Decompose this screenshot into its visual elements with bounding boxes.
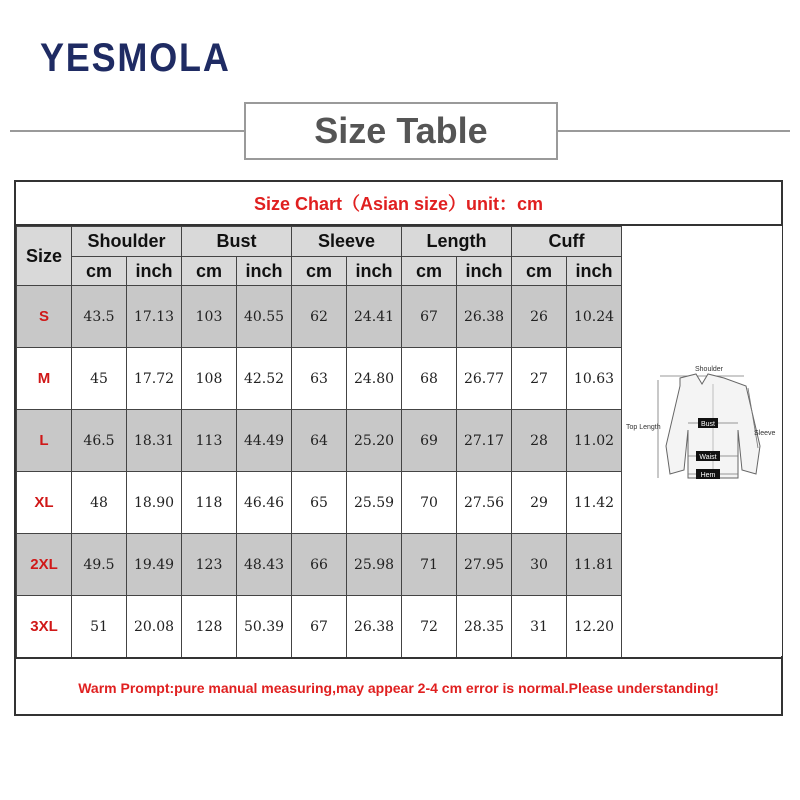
table-row bbox=[17, 410, 622, 472]
table-cell: 64 bbox=[292, 410, 347, 472]
table-cell: 28 bbox=[512, 410, 567, 472]
table-cell: 24.41 bbox=[347, 286, 402, 348]
size-label: 3XL bbox=[17, 596, 72, 658]
page-title: Size Table bbox=[244, 102, 558, 160]
unit-header: inch bbox=[237, 257, 292, 286]
unit-header: cm bbox=[292, 257, 347, 286]
unit-header: cm bbox=[182, 257, 237, 286]
table-cell: 12.20 bbox=[567, 596, 622, 658]
table-cell: 29 bbox=[512, 472, 567, 534]
table-cell: 19.49 bbox=[127, 534, 182, 596]
size-header: Size bbox=[17, 227, 72, 286]
table-row bbox=[17, 472, 622, 534]
table-cell: 17.72 bbox=[127, 348, 182, 410]
table-row bbox=[17, 534, 622, 596]
shirt-diagram-svg bbox=[622, 226, 782, 656]
brand-logo: YESMOLA bbox=[40, 36, 231, 80]
unit-header: cm bbox=[402, 257, 457, 286]
table-cell: 46.5 bbox=[72, 410, 127, 472]
table-cell: 66 bbox=[292, 534, 347, 596]
table-cell: 24.80 bbox=[347, 348, 402, 410]
table-cell: 11.42 bbox=[567, 472, 622, 534]
table-cell: 18.90 bbox=[127, 472, 182, 534]
table-row bbox=[17, 286, 622, 348]
table-cell: 69 bbox=[402, 410, 457, 472]
table-cell: 68 bbox=[402, 348, 457, 410]
table-cell: 62 bbox=[292, 286, 347, 348]
table-cell: 50.39 bbox=[237, 596, 292, 658]
table-cell: 48.43 bbox=[237, 534, 292, 596]
table-cell: 31 bbox=[512, 596, 567, 658]
top-length-label: Top Length bbox=[626, 424, 661, 431]
table-cell: 70 bbox=[402, 472, 457, 534]
table-cell: 108 bbox=[182, 348, 237, 410]
bust-label: Bust bbox=[700, 421, 716, 428]
table-cell: 113 bbox=[182, 410, 237, 472]
table-cell: 25.98 bbox=[347, 534, 402, 596]
table-cell: 26 bbox=[512, 286, 567, 348]
table-cell: 43.5 bbox=[72, 286, 127, 348]
table-cell: 26.77 bbox=[457, 348, 512, 410]
table-cell: 51 bbox=[72, 596, 127, 658]
sleeve-label: Sleeve bbox=[754, 430, 776, 437]
group-header-cuff: Cuff bbox=[512, 227, 622, 257]
table-cell: 103 bbox=[182, 286, 237, 348]
table-cell: 65 bbox=[292, 472, 347, 534]
table-cell: 10.24 bbox=[567, 286, 622, 348]
table-cell: 128 bbox=[182, 596, 237, 658]
unit-header: cm bbox=[72, 257, 127, 286]
group-header-shoulder: Shoulder bbox=[72, 227, 182, 257]
hem-label: Hem bbox=[700, 472, 716, 479]
table-cell: 26.38 bbox=[457, 286, 512, 348]
table-cell: 10.63 bbox=[567, 348, 622, 410]
table-cell: 27 bbox=[512, 348, 567, 410]
table-cell: 28.35 bbox=[457, 596, 512, 658]
table-cell: 27.56 bbox=[457, 472, 512, 534]
table-cell: 17.13 bbox=[127, 286, 182, 348]
table-cell: 67 bbox=[292, 596, 347, 658]
table-cell: 44.49 bbox=[237, 410, 292, 472]
table-cell: 18.31 bbox=[127, 410, 182, 472]
table-cell: 27.95 bbox=[457, 534, 512, 596]
table-cell: 123 bbox=[182, 534, 237, 596]
table-cell: 67 bbox=[402, 286, 457, 348]
table-row bbox=[17, 348, 622, 410]
table-cell: 40.55 bbox=[237, 286, 292, 348]
table-cell: 25.20 bbox=[347, 410, 402, 472]
size-label: XL bbox=[17, 472, 72, 534]
table-cell: 20.08 bbox=[127, 596, 182, 658]
table-cell: 46.46 bbox=[237, 472, 292, 534]
size-label: M bbox=[17, 348, 72, 410]
group-header-sleeve: Sleeve bbox=[292, 227, 402, 257]
table-cell: 11.81 bbox=[567, 534, 622, 596]
title-rule-right bbox=[556, 130, 790, 132]
title-rule-left bbox=[10, 130, 244, 132]
unit-header: inch bbox=[567, 257, 622, 286]
table-cell: 26.38 bbox=[347, 596, 402, 658]
table-row bbox=[17, 596, 622, 658]
size-label: 2XL bbox=[17, 534, 72, 596]
size-chart-title: Size Chart（Asian size）unit：cm bbox=[16, 182, 781, 226]
unit-header: cm bbox=[512, 257, 567, 286]
table-cell: 25.59 bbox=[347, 472, 402, 534]
unit-header: inch bbox=[457, 257, 512, 286]
size-table bbox=[16, 226, 622, 658]
shoulder-label: Shoulder bbox=[694, 366, 724, 373]
table-cell: 49.5 bbox=[72, 534, 127, 596]
waist-label: Waist bbox=[699, 454, 717, 461]
shirt-measurement-diagram bbox=[621, 226, 782, 656]
table-cell: 45 bbox=[72, 348, 127, 410]
table-cell: 48 bbox=[72, 472, 127, 534]
unit-header: inch bbox=[127, 257, 182, 286]
group-header-length: Length bbox=[402, 227, 512, 257]
table-cell: 118 bbox=[182, 472, 237, 534]
table-cell: 11.02 bbox=[567, 410, 622, 472]
size-label: S bbox=[17, 286, 72, 348]
table-cell: 30 bbox=[512, 534, 567, 596]
table-cell: 27.17 bbox=[457, 410, 512, 472]
warm-prompt-note: Warm Prompt:pure manual measuring,may appear 2-4 cm error is normal.Please understanding! bbox=[16, 657, 781, 716]
table-cell: 42.52 bbox=[237, 348, 292, 410]
size-label: L bbox=[17, 410, 72, 472]
table-cell: 63 bbox=[292, 348, 347, 410]
group-header-bust: Bust bbox=[182, 227, 292, 257]
table-cell: 72 bbox=[402, 596, 457, 658]
unit-header: inch bbox=[347, 257, 402, 286]
table-cell: 71 bbox=[402, 534, 457, 596]
